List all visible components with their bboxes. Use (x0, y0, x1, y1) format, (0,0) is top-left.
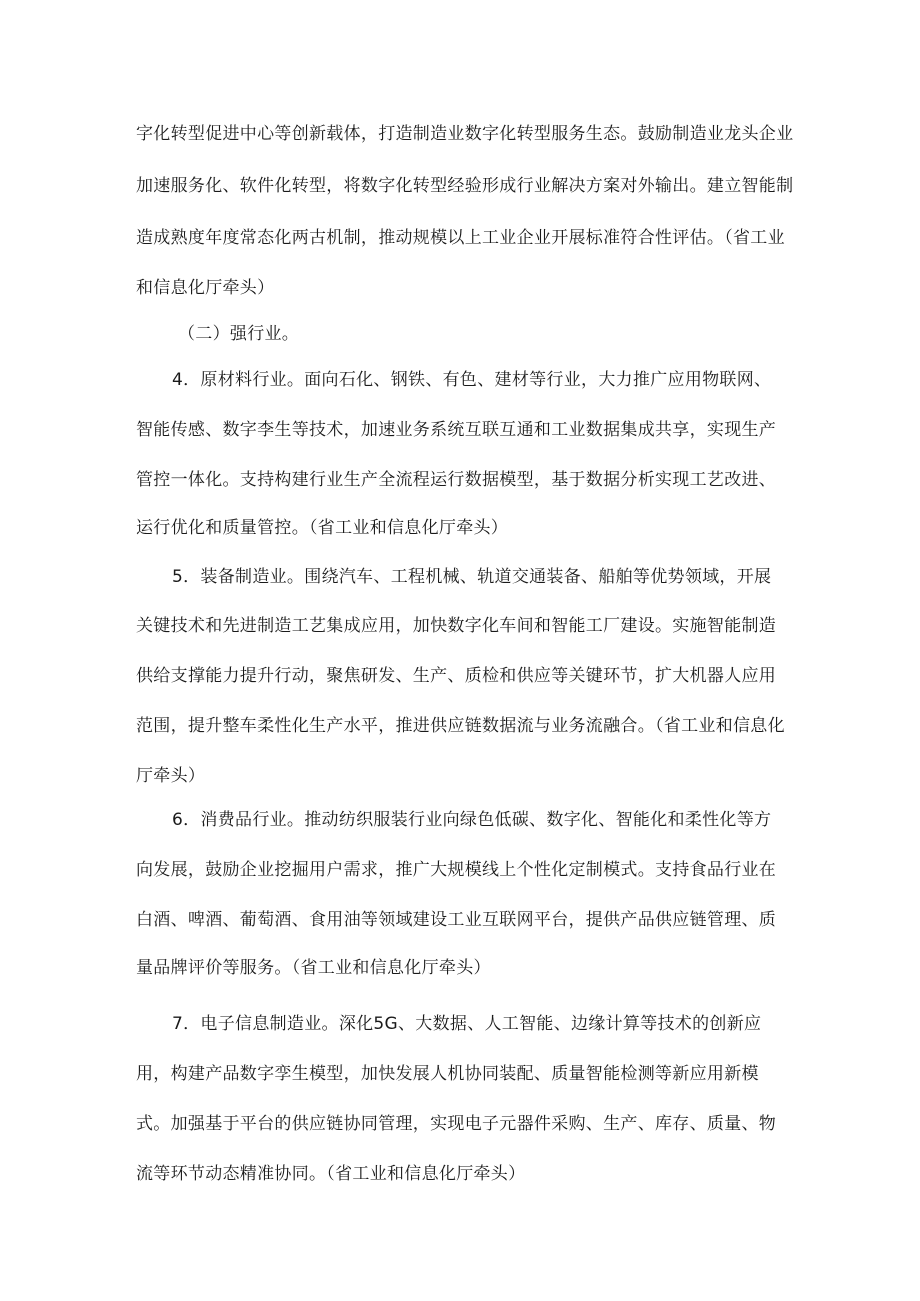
text-line: 7．电子信息制造业。深化5G、大数据、人工智能、边缘计算等技术的创新应 (172, 1014, 762, 1034)
text-line: 白酒、啤酒、葡萄酒、食用油等领域建设工业互联网平台，提供产品供应链管理、质 (136, 910, 777, 930)
text-line: 式。加强基于平台的供应链协同管理，实现电子元器件采购、生产、库存、质量、物 (136, 1114, 777, 1134)
text-line: 和信息化厅牵头） (136, 278, 275, 298)
text-line: 量品牌评价等服务。（省工业和信息化厅牵头） (136, 958, 491, 978)
text-line: 向发展，鼓励企业挖掘用户需求，推广大规模线上个性化定制模式。支持食品行业在 (136, 860, 777, 880)
text-line: 字化转型促进中心等创新载体，打造制造业数字化转型服务生态。鼓励制造业龙头企业 (136, 124, 794, 144)
text-line: 供给支撑能力提升行动，聚焦研发、生产、质检和供应等关键环节，扩大机器人应用 (136, 666, 777, 686)
text-line: 关键技术和先进制造工艺集成应用，加快数字化车间和智能工厂建设。实施智能制造 (136, 616, 777, 636)
text-line: 范围，提升整车柔性化生产水平，推进供应链数据流与业务流融合。（省工业和信息化 (136, 716, 785, 736)
text-line: 6．消费品行业。推动纺织服装行业向绿色低碳、数字化、智能化和柔性化等方 (172, 810, 772, 830)
section-heading: （二）强行业。 (178, 324, 300, 344)
text-line: 造成熟度年度常态化两古机制，推动规模以上工业企业开展标准符合性评估。（省工业 (136, 228, 785, 248)
text-line: 用，构建产品数字孪生模型，加快发展人机协同装配、质量智能检测等新应用新模 (136, 1064, 759, 1084)
text-line: 运行优化和质量管控。（省工业和信息化厅牵头） (136, 518, 509, 538)
text-line: 5．装备制造业。围绕汽车、工程机械、轨道交通装备、船舶等优势领域，开展 (172, 567, 772, 587)
text-line: 管控一体化。支持构建行业生产全流程运行数据模型，基于数据分析实现工艺改进、 (136, 470, 777, 490)
text-line: 流等环节动态精准协同。（省工业和信息化厅牵头） (136, 1164, 526, 1184)
text-line: 4．原材料行业。面向石化、钢铁、有色、建材等行业，大力推广应用物联网、 (172, 370, 772, 390)
text-line: 智能传感、数字李生等技术，加速业务系统互联互通和工业数据集成共享，实现生产 (136, 420, 777, 440)
text-line: 厅牵头） (136, 766, 206, 786)
text-line: 加速服务化、软件化转型，将数字化转型经验形成行业解决方案对外输出。建立智能制 (136, 176, 794, 196)
